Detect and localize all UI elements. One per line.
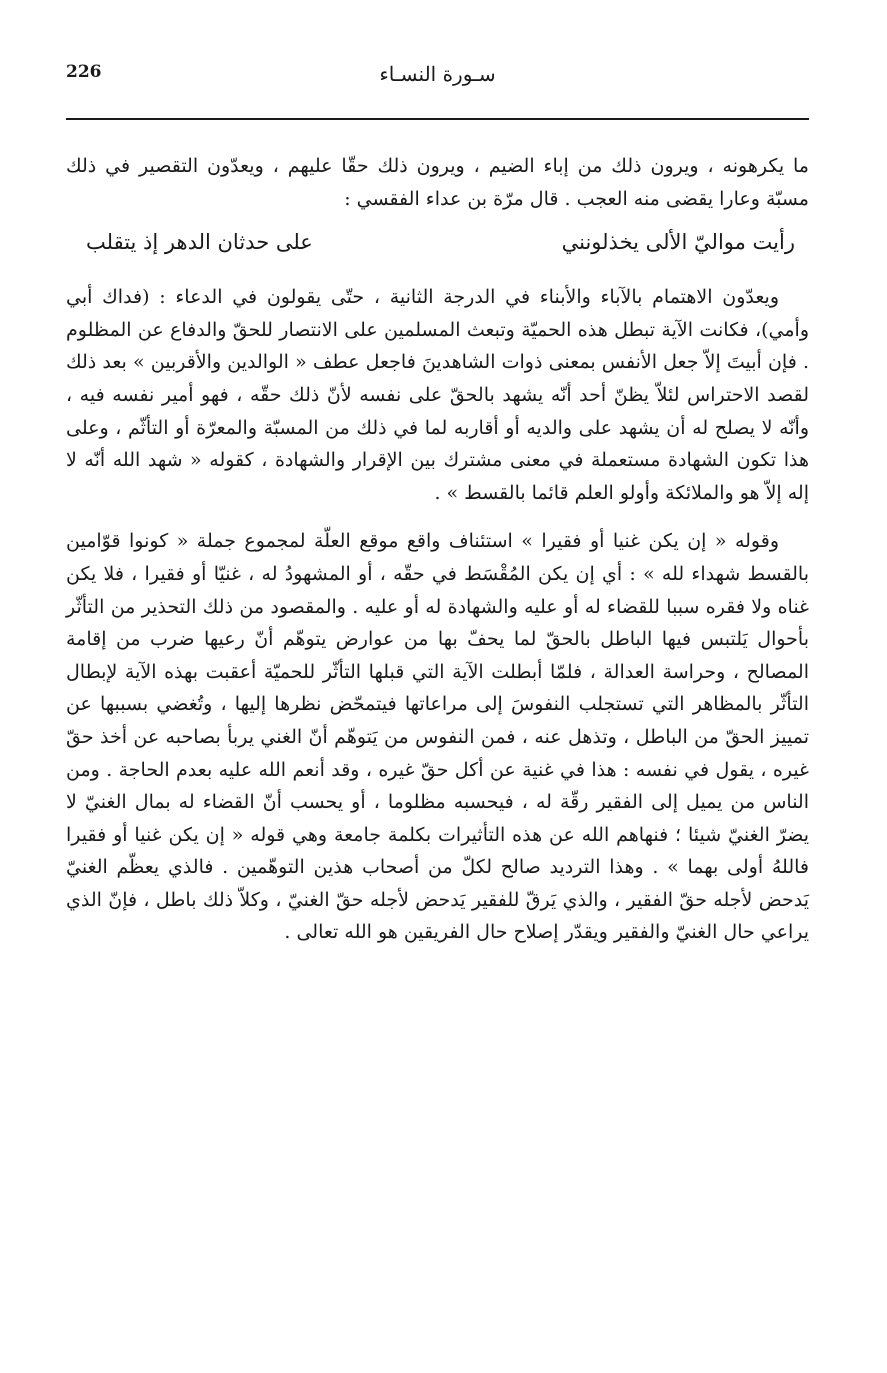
surah-title: سـورة النسـاء	[379, 62, 496, 86]
verse-first-hemistich: رأيت مواليّ الألى يخذلونني	[561, 230, 795, 255]
header-divider	[66, 118, 809, 120]
paragraph-second: ويعدّون الاهتمام بالآباء والأبناء في الدرجة الثانية ، حتّى يقولون في الدعاء : (فداك أبي وأمي)، فكانت الآية تبطل هذه الحميّة وتبعث المسلمين على الانتصار للحقّ والدفاع عن المظلوم . فإن أبيتَ إلاّ جعل الأنفس بمعنى ذوات الشاهدينَ فاجعل عطف « الوالدين والأقربين » بعد ذلك لقصد الاحتراس لئلاّ يظنّ أحد أنّه يشهد بالحقّ على نفسه لأنّ ذلك حقّه ، فهو أمير نفسه فيه ، وأنّه لا يصلح له أن يشهد على والديه أو أقاربه لما في ذلك من المسبّة والمعرّة أو التأثّم ، وعلى هذا تكون الشهادة مستعملة في معنى مشترك بين الإقرار والشهادة ، كقوله « شهد الله أنّه لا إله إلاّ هو والملائكة وأولو العلم قائما بالقسط » .	[66, 286, 809, 504]
page-body	[66, 150, 809, 949]
paragraph-intro: ما يكرهونه ، ويرون ذلك من إباء الضيم ، ويرون ذلك حقّا عليهم ، ويعدّون التقصير في ذلك مسبّة وعارا يقضى منه العجب . قال مرّة بن عداء الفقسي :	[66, 155, 809, 210]
page-header	[66, 62, 809, 92]
poetry-verse	[66, 225, 809, 259]
paragraph-third: وقوله « إن يكن غنيا أو فقيرا » استئناف واقع موقع العلّة لمجموع جملة « كونوا قوّامين بالقسط شهداء لله » : أي إن يكن المُقْسَط في حقّه ، أو المشهودُ له ، غنيّا أو فقيرا ، فلا يكن غناه ولا فقره سببا للقضاء له أو عليه والشهادة له أو عليه . والمقصود من ذلك التحذير من التأثّر بأحوال يَلتبس فيها الباطل بالحقّ لما يحفّ بها من عوارض يتوهّم أنّ رعيها ضرب من إقامة المصالح ، وحراسة العدالة ، فلمّا أبطلت الآية التي قبلها التأثّر للحميّة أعقبت بهذه الآية لإبطال التأثّر بالمظاهر التي تستجلب النفوسَ إلى مراعاتها فيتمحّض نظرها إليها ، وتُغضي بسببها عن تمييز الحقّ من الباطل ، وتذهل عنه ، فمن النفوس من يَتوهّم أنّ الغني يربأ بصاحبه عن أخذ حقّ غيره ، يقول في نفسه : هذا في غنية عن أكل حقّ غيره ، وقد أنعم الله عليه بعدم الحاجة . ومن الناس من يميل إلى الفقير رقّة له ، فيحسبه مظلوما ، أو يحسب أنّ القضاء له بمال الغنيّ لا يضرّ الغنيّ شيئا ؛ فنهاهم الله عن هذه التأثيرات بكلمة جامعة وهي قوله « إن يكن غنيا أو فقيرا فاللهُ أولى بهما » . وهذا الترديد صالح لكلّ من أصحاب هذين التوهّمين . فالذي يعظّم الغنيّ يَدحض لأجله حقّ الفقير ، والذي يَرقّ للفقير يَدحض لأجله حقّ الغنيّ ، وكلاّ ذلك باطل ، فإنّ الذي يراعي حال الغنيّ والفقير ويقدّر إصلاح حال الفريقين هو الله تعالى .	[66, 530, 809, 944]
verse-second-hemistich: على حدثان الدهر إذ يتقلب	[86, 230, 313, 255]
page-number: 226	[66, 62, 102, 82]
